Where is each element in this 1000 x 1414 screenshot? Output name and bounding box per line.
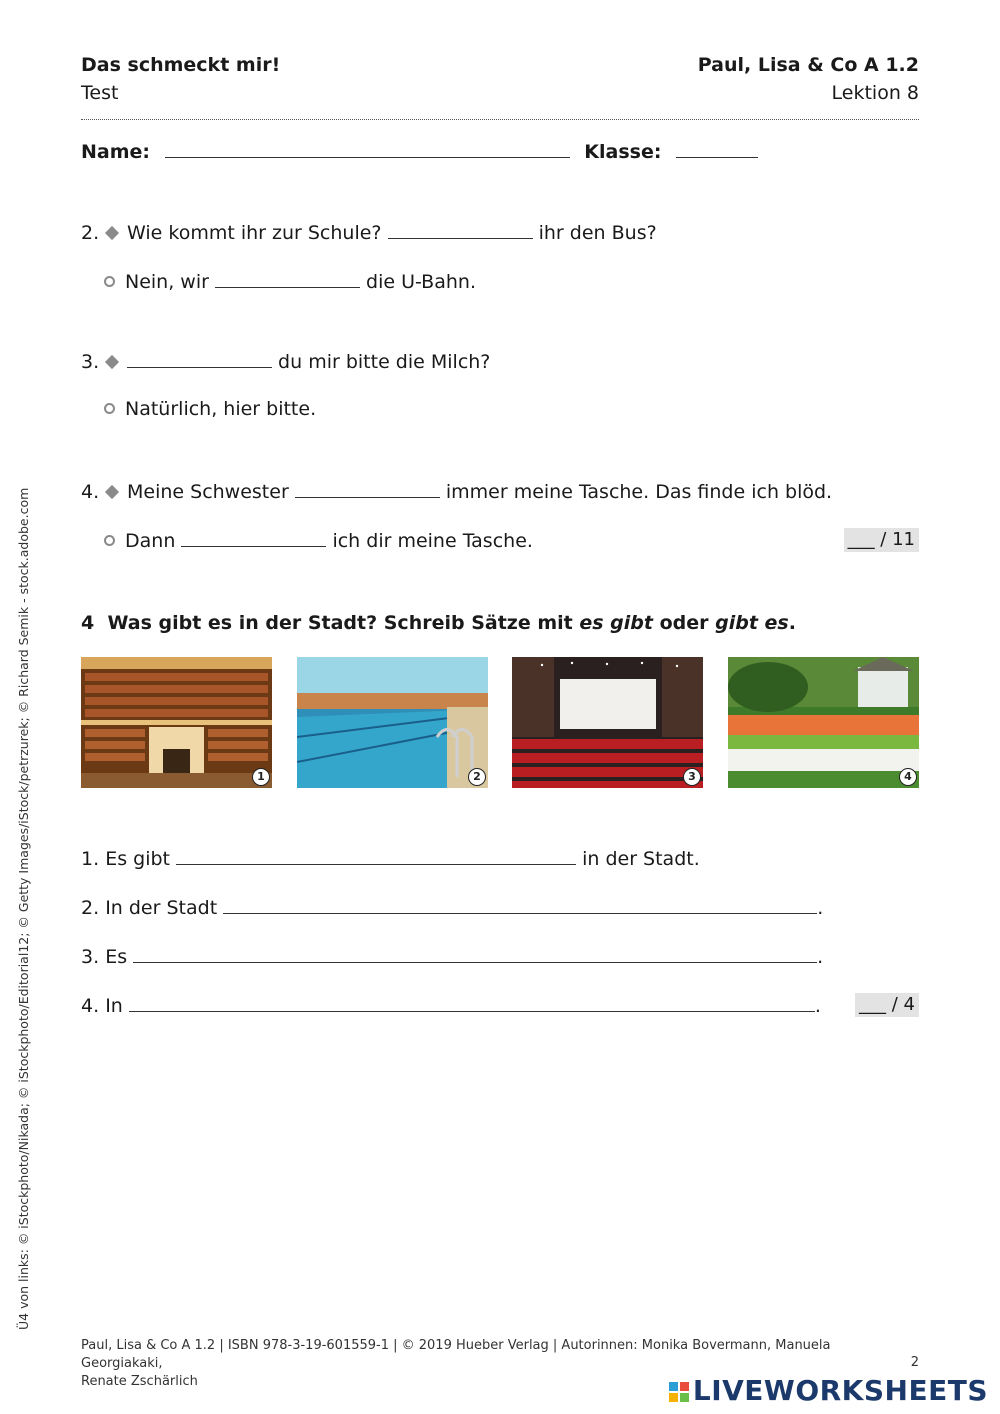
answer-text: Natürlich, hier bitte.	[125, 398, 317, 420]
answer-input[interactable]	[176, 846, 576, 865]
worksheet-subtitle: Test	[81, 82, 119, 104]
score-box: ___ / 4	[855, 993, 919, 1017]
answer-line-4	[81, 993, 821, 1017]
answer-line-1	[81, 846, 700, 870]
footer-line: Renate Zschärlich	[81, 1374, 198, 1389]
task-text-italic: gibt es	[715, 612, 789, 634]
task-text-italic: es gibt	[579, 612, 653, 634]
picture-number-badge: 2	[468, 768, 486, 786]
blank-input[interactable]	[388, 220, 533, 239]
answer-prompt: In der Stadt	[105, 897, 218, 919]
park-image	[728, 657, 919, 788]
header-divider	[81, 119, 919, 120]
answer-prompt: Es gibt	[105, 848, 170, 870]
answer-number: 1.	[81, 848, 100, 870]
circle-bullet-icon	[104, 276, 115, 287]
answer-number: 3.	[81, 946, 100, 968]
answer-input[interactable]	[133, 944, 817, 963]
question-text: Wie kommt ihr zur Schule?	[127, 222, 382, 244]
answer-prompt: In	[105, 995, 123, 1017]
question-2-line-b	[104, 269, 476, 293]
blank-input[interactable]	[181, 528, 326, 547]
question-text: immer meine Tasche. Das finde ich blöd.	[445, 481, 833, 503]
name-label: Name:	[81, 141, 151, 163]
question-text: du mir bitte die Milch?	[278, 351, 491, 373]
answer-text: die U-Bahn.	[366, 271, 476, 293]
task-text: Was gibt es in der Stadt? Schreib Sätze mit	[107, 612, 580, 634]
answer-ending: .	[817, 946, 824, 968]
answer-ending: .	[814, 995, 821, 1017]
swimming-pool-image	[297, 657, 488, 788]
class-field[interactable]	[676, 139, 758, 158]
circle-bullet-icon	[104, 535, 115, 546]
question-4-line-a	[81, 479, 832, 503]
name-field[interactable]	[165, 139, 570, 158]
answer-text: ich dir meine Tasche.	[332, 530, 533, 552]
book-title: Paul, Lisa & Co A 1.2	[697, 54, 919, 76]
lesson-label: Lektion 8	[831, 82, 919, 104]
diamond-bullet-icon	[105, 484, 119, 498]
class-label: Klasse:	[584, 141, 662, 163]
question-4-line-b	[104, 528, 533, 552]
picture-number-badge: 4	[899, 768, 917, 786]
page-number: 2	[910, 1355, 919, 1370]
liveworksheets-logo[interactable]	[669, 1374, 988, 1407]
answer-line-2	[81, 895, 823, 919]
worksheet-title: Das schmeckt mir!	[81, 54, 281, 76]
question-3-line-b	[104, 398, 316, 420]
library-image	[81, 657, 272, 788]
diamond-bullet-icon	[105, 225, 119, 239]
circle-bullet-icon	[104, 403, 115, 414]
answer-text: Dann	[125, 530, 176, 552]
answer-prompt: Es	[105, 946, 128, 968]
task-4-heading	[81, 612, 796, 634]
question-text: Meine Schwester	[127, 481, 289, 503]
answer-text: Nein, wir	[125, 271, 209, 293]
picture-number-badge: 3	[683, 768, 701, 786]
cinema-image	[512, 657, 703, 788]
score-box: ___ / 11	[844, 528, 919, 552]
diamond-bullet-icon	[105, 354, 119, 368]
task-text: .	[788, 612, 796, 634]
answer-input[interactable]	[223, 895, 817, 914]
blank-input[interactable]	[127, 349, 272, 368]
liveworksheets-icon	[669, 1382, 689, 1402]
photo-credits: Ü4 von links: © iStockphoto/Nikada; © iStockphoto/Editorial12; © Getty Images/iStock/petrzurek; © Richard Semik - stock.adobe.com	[16, 487, 31, 1330]
blank-input[interactable]	[295, 479, 440, 498]
answer-ending: in der Stadt.	[582, 848, 700, 870]
question-text: ihr den Bus?	[538, 222, 657, 244]
answer-input[interactable]	[129, 993, 815, 1012]
answer-ending: .	[817, 897, 824, 919]
task-text: oder	[652, 612, 716, 634]
answer-number: 2.	[81, 897, 100, 919]
name-row	[81, 139, 758, 163]
question-number: 2.	[81, 222, 100, 244]
answer-number: 4.	[81, 995, 100, 1017]
question-2-line-a	[81, 220, 657, 244]
question-number: 3.	[81, 351, 100, 373]
brand-name: LIVEWORKSHEETS	[692, 1374, 988, 1407]
question-3-line-a	[81, 349, 490, 373]
task-number: 4	[81, 612, 95, 634]
picture-number-badge: 1	[252, 768, 270, 786]
answer-line-3	[81, 944, 823, 968]
footer-line: Paul, Lisa & Co A 1.2 | ISBN 978-3-19-601559-1 | © 2019 Hueber Verlag | Autorinnen: Monika Bovermann, Manuela Georgiakaki,	[81, 1338, 831, 1371]
question-number: 4.	[81, 481, 100, 503]
blank-input[interactable]	[215, 269, 360, 288]
